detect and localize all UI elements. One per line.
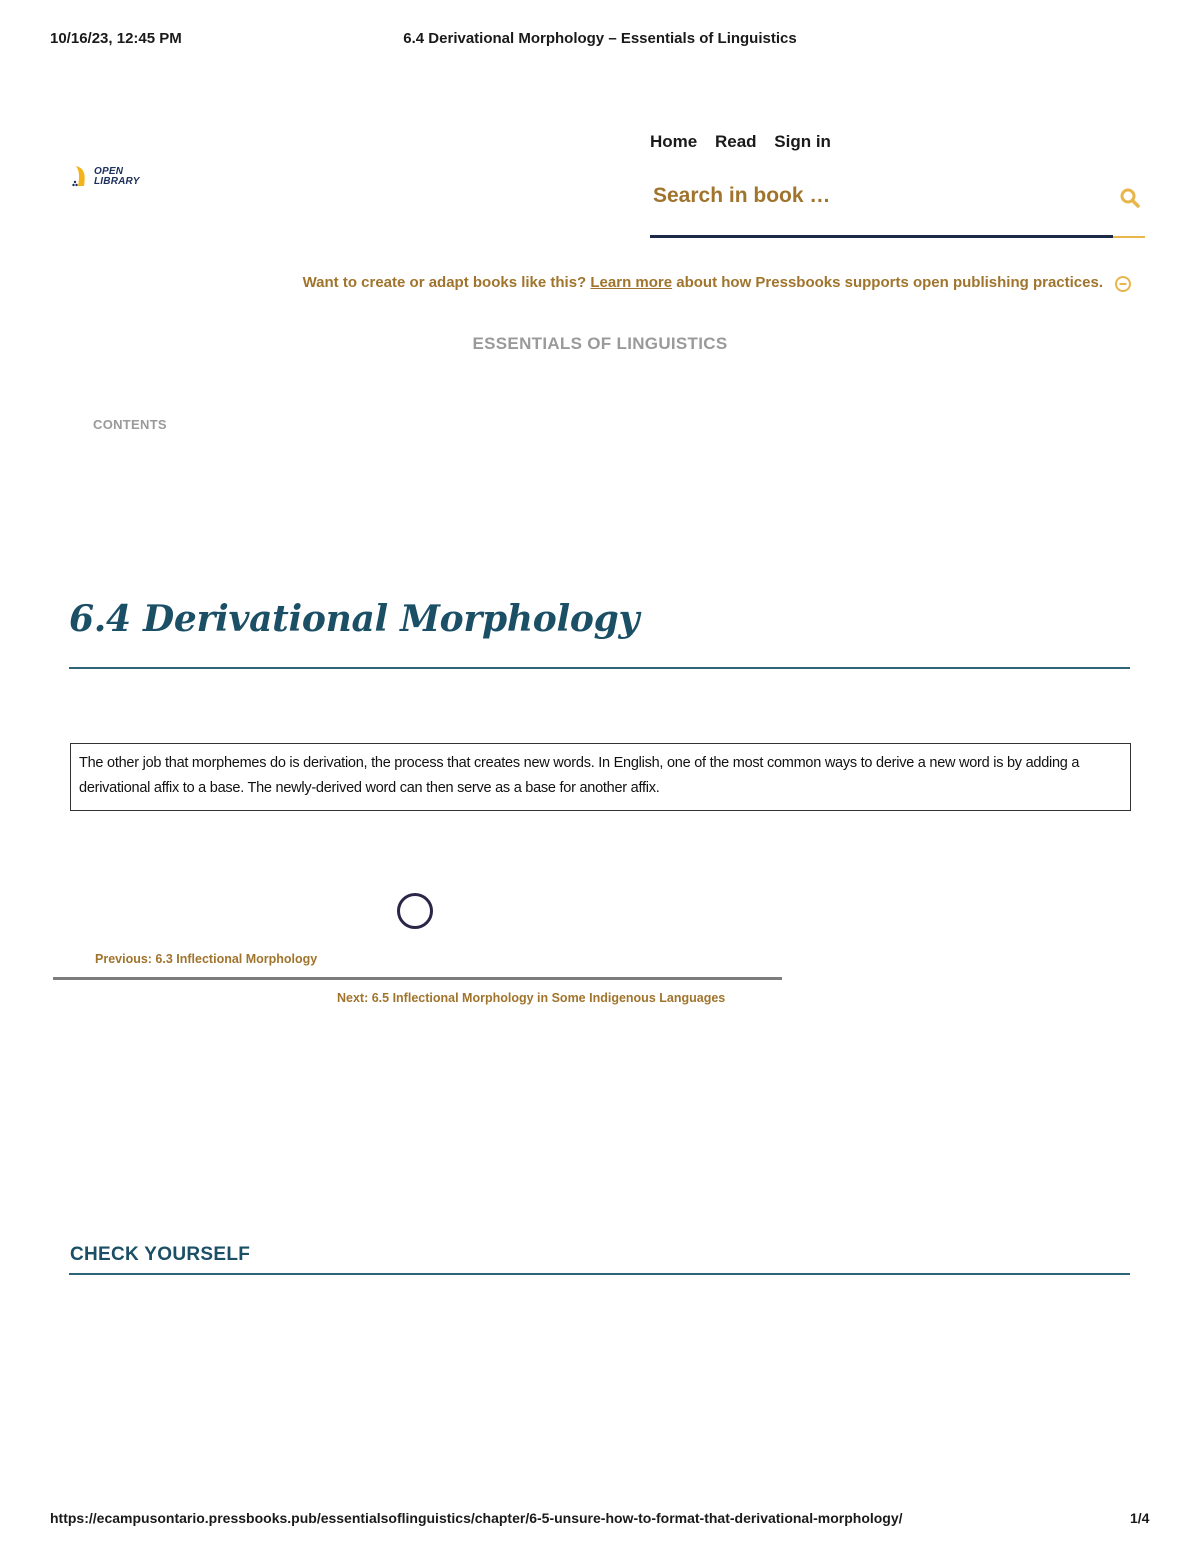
print-page-title: 6.4 Derivational Morphology – Essentials of Linguistics [403,30,797,47]
media-loading-spinner [397,893,433,929]
chapter-intro-box [70,743,1131,811]
check-yourself-rule [69,1273,1130,1275]
open-library-logo-icon [72,164,90,188]
print-page-number: 1/4 [1130,1510,1150,1526]
search-input[interactable] [650,178,1096,214]
chapter-intro-text: The other job that morphemes do is derivation, the process that creates new words. In English, one of the most common ways to derive a new word is by adding a derivational affix to a base. The newly-derived word can then serve as a base for another affix. [79,755,1080,796]
chapter-title: 6.4 Derivational Morphology [69,598,640,640]
logo-line-1: OPEN [94,166,124,177]
promo-learn-more-link[interactable]: Learn more [590,274,673,291]
previous-chapter-link[interactable]: Previous: 6.3 Inflectional Morphology [95,952,318,966]
book-title[interactable]: ESSENTIALS OF LINGUISTICS [472,334,728,353]
nav-read-link[interactable]: Read [714,132,757,151]
search-bar [650,178,1145,240]
chapter-title-rule [69,667,1130,669]
promo-banner [0,274,1103,291]
contents-toggle[interactable]: CONTENTS [93,417,167,432]
close-circle-icon[interactable] [1114,275,1132,293]
pagination-divider [53,977,782,980]
print-footer [0,1510,1200,1530]
search-icon[interactable] [1118,186,1142,210]
promo-prefix: Want to create or adapt books like this? [302,274,591,291]
top-nav [650,132,844,152]
next-chapter-link[interactable]: Next: 6.5 Inflectional Morphology in Some Indigenous Languages [337,991,726,1005]
print-datetime: 10/16/23, 12:45 PM [50,30,182,47]
print-url: https://ecampusontario.pressbooks.pub/essentialsoflinguistics/chapter/6-5-unsure-how-to-format-that-derivational-morphology/ [50,1510,903,1526]
search-underline-accent [1113,236,1145,238]
open-library-logo[interactable] [72,164,152,192]
logo-line-2: LIBRARY [94,176,140,187]
nav-home-link[interactable]: Home [650,132,698,151]
check-yourself-heading: CHECK YOURSELF [70,1244,251,1265]
logo-text [94,167,140,187]
print-header [0,30,1200,50]
nav-sign-in-link[interactable]: Sign in [774,132,831,151]
promo-suffix: about how Pressbooks supports open publishing practices. [672,274,1103,291]
search-underline [650,235,1113,238]
